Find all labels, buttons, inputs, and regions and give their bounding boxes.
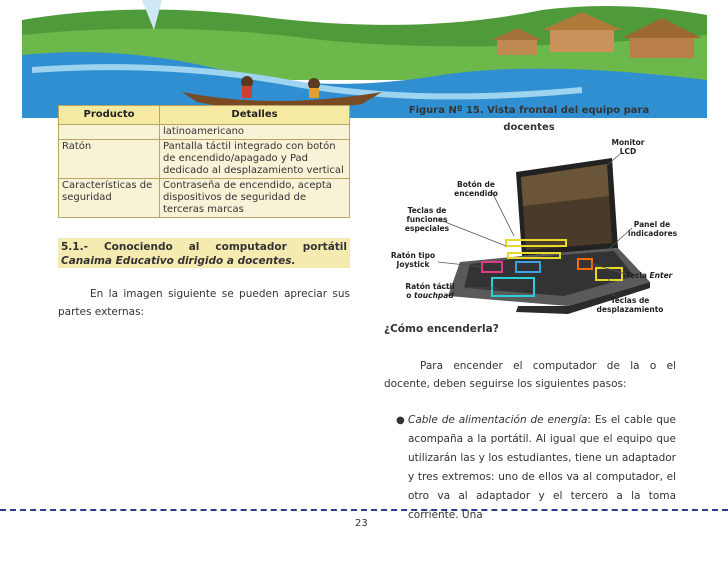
figure-caption: Figura Nº 15. Vista frontal del equipo para docentes [408, 105, 650, 133]
table-cell-details: Contraseña de encendido, acepta dispositivos de seguridad de terceras marcas [160, 179, 350, 218]
bullet-item-power-cable [396, 411, 676, 525]
table-row [59, 140, 350, 179]
section-heading [58, 238, 350, 268]
callout-touchpad-prefix: Ratón táctil o [405, 282, 455, 300]
callout-touchpad-emphasis: touchpad [414, 291, 454, 300]
table-cell-product: Características de seguridad [59, 179, 160, 218]
section-heading-prefix: 5.1.- Conociendo al computador portátil [61, 241, 347, 253]
table-cell-product [59, 125, 160, 140]
column-header-product: Producto [59, 106, 160, 125]
callout-scroll-keys: Teclas de desplazamiento [596, 296, 664, 314]
callout-touchpad [402, 282, 458, 300]
bullet-description: : Es el cable que acompaña a la portátil. Al igual que el equipo que utilizarán las y los estudiantes, tiene un adaptador y tres extremos: uno de ellos va al computador, el otro va al adaptador y el tercero a la toma corriente. Una [408, 414, 676, 521]
callout-indicator-panel: Panel de indicadores [628, 220, 678, 238]
table-row [59, 179, 350, 218]
table-header-row [59, 106, 350, 125]
section-heading-emphasis: Canaima Educativo dirigido a docentes. [61, 255, 296, 267]
question-heading: ¿Cómo encenderla? [384, 323, 499, 335]
callout-enter-key [624, 271, 674, 280]
intro-paragraph: En la imagen siguiente se pueden apreciar sus partes externas: [58, 288, 350, 318]
table-cell-product: Ratón [59, 140, 160, 179]
table-cell-details: Pantalla táctil integrado con botón de encendido/apagado y Pad dedicado al desplazamiento vertical [160, 140, 350, 179]
table-cell-details: latinoamericano [160, 125, 350, 140]
callout-joystick: Ratón tipo Joystick [390, 251, 436, 269]
specifications-table [58, 105, 350, 218]
callout-function-keys: Teclas de funciones especiales [404, 206, 450, 233]
bullet-term: Cable de alimentación de energía [408, 414, 588, 426]
callout-power-button: Botón de encendido [454, 180, 498, 198]
callout-enter-emphasis: Enter [649, 271, 673, 280]
header-landscape-illustration [22, 0, 707, 118]
steps-paragraph: Para encender el computador de la o el docente, deben seguirse los siguientes pasos: [384, 360, 676, 390]
page-number: 23 [355, 518, 368, 529]
column-header-details: Detalles [160, 106, 350, 125]
callout-monitor: Monitor LCD [611, 138, 645, 156]
bullet-dot-icon: ● [396, 415, 405, 426]
bullet-text [408, 411, 676, 525]
callout-enter-prefix: Tecla [625, 271, 650, 280]
laptop-front-view-figure [388, 136, 678, 322]
footer-divider [0, 509, 728, 511]
table-row [59, 125, 350, 140]
